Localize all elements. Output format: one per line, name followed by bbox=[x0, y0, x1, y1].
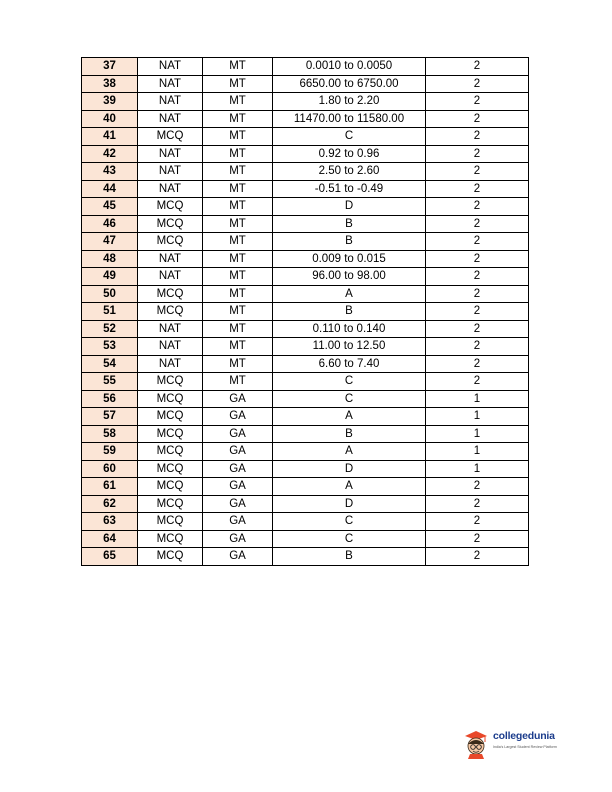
table-row bbox=[82, 268, 529, 286]
question-number-cell: 43 bbox=[82, 163, 138, 181]
question-number-cell: 55 bbox=[82, 373, 138, 391]
table-row bbox=[82, 390, 529, 408]
section-cell: GA bbox=[203, 513, 273, 531]
question-type-cell: MCQ bbox=[138, 495, 203, 513]
marks-cell: 2 bbox=[426, 128, 529, 146]
collegedunia-logo bbox=[462, 727, 572, 761]
table-row bbox=[82, 443, 529, 461]
section-cell: GA bbox=[203, 460, 273, 478]
section-cell: GA bbox=[203, 548, 273, 566]
answer-key-cell: 0.92 to 0.96 bbox=[273, 145, 426, 163]
question-number-cell: 52 bbox=[82, 320, 138, 338]
question-number-cell: 47 bbox=[82, 233, 138, 251]
question-number-cell: 65 bbox=[82, 548, 138, 566]
answer-key-cell: -0.51 to -0.49 bbox=[273, 180, 426, 198]
question-type-cell: MCQ bbox=[138, 233, 203, 251]
question-type-cell: MCQ bbox=[138, 513, 203, 531]
table-row bbox=[82, 478, 529, 496]
section-cell: MT bbox=[203, 198, 273, 216]
question-type-cell: MCQ bbox=[138, 478, 203, 496]
answer-key-cell: C bbox=[273, 128, 426, 146]
section-cell: MT bbox=[203, 303, 273, 321]
answer-key-cell: 11470.00 to 11580.00 bbox=[273, 110, 426, 128]
question-number-cell: 56 bbox=[82, 390, 138, 408]
marks-cell: 1 bbox=[426, 408, 529, 426]
answer-key-cell: C bbox=[273, 390, 426, 408]
marks-cell: 2 bbox=[426, 478, 529, 496]
marks-cell: 2 bbox=[426, 110, 529, 128]
table-row bbox=[82, 180, 529, 198]
section-cell: GA bbox=[203, 478, 273, 496]
table-row bbox=[82, 58, 529, 76]
marks-cell: 2 bbox=[426, 58, 529, 76]
question-number-cell: 37 bbox=[82, 58, 138, 76]
marks-cell: 2 bbox=[426, 75, 529, 93]
question-number-cell: 40 bbox=[82, 110, 138, 128]
brand-name: collegedunia bbox=[493, 730, 555, 742]
question-number-cell: 58 bbox=[82, 425, 138, 443]
table-row bbox=[82, 215, 529, 233]
section-cell: MT bbox=[203, 268, 273, 286]
section-cell: MT bbox=[203, 93, 273, 111]
question-type-cell: MCQ bbox=[138, 390, 203, 408]
section-cell: MT bbox=[203, 58, 273, 76]
question-number-cell: 51 bbox=[82, 303, 138, 321]
table-row bbox=[82, 338, 529, 356]
question-type-cell: NAT bbox=[138, 250, 203, 268]
answer-key-cell: D bbox=[273, 495, 426, 513]
table-row bbox=[82, 93, 529, 111]
answer-key-table bbox=[81, 57, 529, 566]
question-type-cell: NAT bbox=[138, 110, 203, 128]
answer-key-cell: A bbox=[273, 408, 426, 426]
marks-cell: 2 bbox=[426, 495, 529, 513]
question-type-cell: NAT bbox=[138, 268, 203, 286]
section-cell: GA bbox=[203, 443, 273, 461]
section-cell: MT bbox=[203, 110, 273, 128]
brand-tagline: India's Largest Student Review Platform bbox=[493, 745, 557, 749]
table-row bbox=[82, 373, 529, 391]
question-type-cell: MCQ bbox=[138, 285, 203, 303]
table-row bbox=[82, 163, 529, 181]
answer-key-cell: B bbox=[273, 303, 426, 321]
section-cell: MT bbox=[203, 145, 273, 163]
question-type-cell: NAT bbox=[138, 180, 203, 198]
section-cell: MT bbox=[203, 75, 273, 93]
marks-cell: 2 bbox=[426, 93, 529, 111]
section-cell: GA bbox=[203, 530, 273, 548]
table-row bbox=[82, 460, 529, 478]
answer-key-cell: D bbox=[273, 198, 426, 216]
section-cell: MT bbox=[203, 373, 273, 391]
table-row bbox=[82, 495, 529, 513]
marks-cell: 2 bbox=[426, 303, 529, 321]
marks-cell: 2 bbox=[426, 513, 529, 531]
section-cell: GA bbox=[203, 408, 273, 426]
question-number-cell: 64 bbox=[82, 530, 138, 548]
answer-key-cell: 6650.00 to 6750.00 bbox=[273, 75, 426, 93]
question-number-cell: 53 bbox=[82, 338, 138, 356]
question-type-cell: MCQ bbox=[138, 373, 203, 391]
answer-key-cell: 0.0010 to 0.0050 bbox=[273, 58, 426, 76]
answer-key-cell: 0.009 to 0.015 bbox=[273, 250, 426, 268]
question-type-cell: MCQ bbox=[138, 530, 203, 548]
table-row bbox=[82, 250, 529, 268]
question-number-cell: 59 bbox=[82, 443, 138, 461]
section-cell: MT bbox=[203, 180, 273, 198]
section-cell: MT bbox=[203, 215, 273, 233]
table-row bbox=[82, 355, 529, 373]
answer-key-cell: B bbox=[273, 233, 426, 251]
marks-cell: 2 bbox=[426, 250, 529, 268]
question-number-cell: 63 bbox=[82, 513, 138, 531]
table-row bbox=[82, 75, 529, 93]
question-number-cell: 44 bbox=[82, 180, 138, 198]
question-number-cell: 54 bbox=[82, 355, 138, 373]
section-cell: MT bbox=[203, 128, 273, 146]
marks-cell: 1 bbox=[426, 390, 529, 408]
marks-cell: 2 bbox=[426, 268, 529, 286]
section-cell: GA bbox=[203, 390, 273, 408]
question-type-cell: MCQ bbox=[138, 408, 203, 426]
marks-cell: 2 bbox=[426, 145, 529, 163]
marks-cell: 2 bbox=[426, 338, 529, 356]
question-type-cell: NAT bbox=[138, 338, 203, 356]
table-row bbox=[82, 285, 529, 303]
answer-key-cell: 11.00 to 12.50 bbox=[273, 338, 426, 356]
answer-key-cell: 1.80 to 2.20 bbox=[273, 93, 426, 111]
answer-key-cell: 6.60 to 7.40 bbox=[273, 355, 426, 373]
section-cell: GA bbox=[203, 495, 273, 513]
section-cell: MT bbox=[203, 163, 273, 181]
question-number-cell: 42 bbox=[82, 145, 138, 163]
marks-cell: 2 bbox=[426, 320, 529, 338]
question-number-cell: 62 bbox=[82, 495, 138, 513]
table-row bbox=[82, 320, 529, 338]
table-row bbox=[82, 198, 529, 216]
section-cell: MT bbox=[203, 285, 273, 303]
section-cell: MT bbox=[203, 233, 273, 251]
question-number-cell: 57 bbox=[82, 408, 138, 426]
table-row bbox=[82, 303, 529, 321]
question-number-cell: 50 bbox=[82, 285, 138, 303]
section-cell: GA bbox=[203, 425, 273, 443]
marks-cell: 2 bbox=[426, 548, 529, 566]
question-type-cell: NAT bbox=[138, 320, 203, 338]
question-type-cell: NAT bbox=[138, 75, 203, 93]
question-number-cell: 41 bbox=[82, 128, 138, 146]
answer-key-cell: B bbox=[273, 215, 426, 233]
marks-cell: 2 bbox=[426, 215, 529, 233]
question-number-cell: 60 bbox=[82, 460, 138, 478]
question-type-cell: NAT bbox=[138, 355, 203, 373]
answer-key-cell: 0.110 to 0.140 bbox=[273, 320, 426, 338]
answer-key-cell: D bbox=[273, 460, 426, 478]
question-number-cell: 48 bbox=[82, 250, 138, 268]
answer-key-cell: B bbox=[273, 425, 426, 443]
answer-key-cell: A bbox=[273, 285, 426, 303]
table-row bbox=[82, 408, 529, 426]
marks-cell: 2 bbox=[426, 285, 529, 303]
marks-cell: 2 bbox=[426, 180, 529, 198]
question-number-cell: 38 bbox=[82, 75, 138, 93]
table-row bbox=[82, 513, 529, 531]
marks-cell: 1 bbox=[426, 443, 529, 461]
question-type-cell: NAT bbox=[138, 58, 203, 76]
question-type-cell: MCQ bbox=[138, 198, 203, 216]
table-row bbox=[82, 425, 529, 443]
answer-key-cell: C bbox=[273, 513, 426, 531]
marks-cell: 1 bbox=[426, 425, 529, 443]
question-type-cell: MCQ bbox=[138, 548, 203, 566]
table-row bbox=[82, 110, 529, 128]
question-type-cell: MCQ bbox=[138, 425, 203, 443]
answer-key-body bbox=[82, 58, 529, 566]
answer-key-cell: A bbox=[273, 443, 426, 461]
section-cell: MT bbox=[203, 355, 273, 373]
marks-cell: 1 bbox=[426, 460, 529, 478]
answer-key-cell: 96.00 to 98.00 bbox=[273, 268, 426, 286]
marks-cell: 2 bbox=[426, 163, 529, 181]
marks-cell: 2 bbox=[426, 530, 529, 548]
answer-key-cell: C bbox=[273, 373, 426, 391]
answer-key-cell: 2.50 to 2.60 bbox=[273, 163, 426, 181]
table-row bbox=[82, 548, 529, 566]
question-type-cell: NAT bbox=[138, 163, 203, 181]
question-type-cell: NAT bbox=[138, 93, 203, 111]
answer-key-cell: C bbox=[273, 530, 426, 548]
question-number-cell: 45 bbox=[82, 198, 138, 216]
question-number-cell: 61 bbox=[82, 478, 138, 496]
section-cell: MT bbox=[203, 338, 273, 356]
table-row bbox=[82, 233, 529, 251]
question-type-cell: MCQ bbox=[138, 443, 203, 461]
marks-cell: 2 bbox=[426, 198, 529, 216]
question-number-cell: 46 bbox=[82, 215, 138, 233]
section-cell: MT bbox=[203, 250, 273, 268]
table-row bbox=[82, 530, 529, 548]
table-row bbox=[82, 145, 529, 163]
answer-key-cell: B bbox=[273, 548, 426, 566]
section-cell: MT bbox=[203, 320, 273, 338]
question-type-cell: MCQ bbox=[138, 460, 203, 478]
question-number-cell: 39 bbox=[82, 93, 138, 111]
question-number-cell: 49 bbox=[82, 268, 138, 286]
question-type-cell: MCQ bbox=[138, 215, 203, 233]
graduate-mascot-icon bbox=[462, 729, 490, 759]
question-type-cell: MCQ bbox=[138, 128, 203, 146]
marks-cell: 2 bbox=[426, 233, 529, 251]
question-type-cell: NAT bbox=[138, 145, 203, 163]
table-row bbox=[82, 128, 529, 146]
marks-cell: 2 bbox=[426, 355, 529, 373]
answer-key-cell: A bbox=[273, 478, 426, 496]
marks-cell: 2 bbox=[426, 373, 529, 391]
question-type-cell: MCQ bbox=[138, 303, 203, 321]
